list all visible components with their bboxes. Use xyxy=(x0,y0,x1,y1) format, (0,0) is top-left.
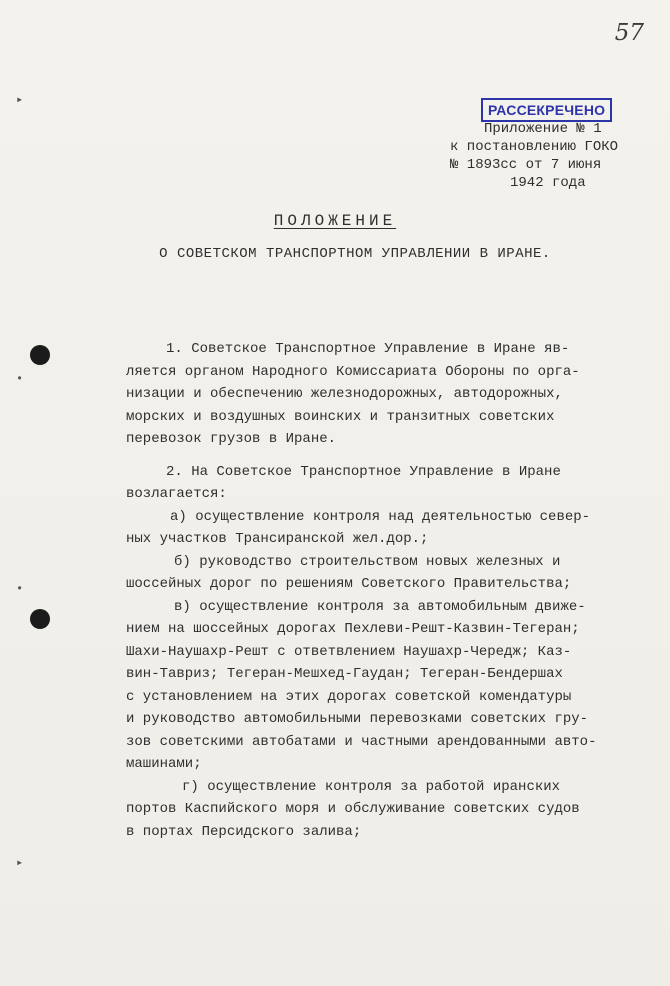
header-line: к постановлению ГОКО xyxy=(450,139,619,155)
text-line: ных участков Трансиранской жел.дор.; xyxy=(126,531,429,547)
margin-mark: • xyxy=(16,372,24,386)
text-line: 1. Советское Транспортное Управление в Иране яв- xyxy=(166,341,570,357)
text-line: в портах Персидского залива; xyxy=(126,823,362,840)
punch-hole-bottom xyxy=(30,609,50,629)
text-line: машинами; xyxy=(126,756,202,772)
text-line: г) осуществление контроля за работой иранских xyxy=(182,778,561,795)
appendix-header xyxy=(450,120,650,192)
margin-mark: • xyxy=(16,582,24,596)
header-line: № 1893сс от 7 июня xyxy=(450,157,602,173)
document-title: ПОЛОЖЕНИЕ xyxy=(273,212,397,230)
margin-mark: ▸ xyxy=(16,93,24,107)
text-line: вин-Тавриз; Тегеран-Мешхед-Гаудан; Тегеран-Бендершах xyxy=(126,666,563,682)
text-line: 2. На Советское Транспортное Управление в Иране xyxy=(166,463,561,480)
declassified-stamp: РАССЕКРЕЧЕНО xyxy=(481,98,612,122)
margin-mark: ▸ xyxy=(16,856,24,870)
text-line: шоссейных дорог по решениям Советского Правительства; xyxy=(126,576,572,592)
document-subtitle: О СОВЕТСКОМ ТРАНСПОРТНОМ УПРАВЛЕНИИ В ИРАНЕ. xyxy=(159,246,551,262)
header-line: Приложение № 1 xyxy=(484,121,602,137)
text-line: зов советскими автобатами и частными арендованными авто- xyxy=(126,733,597,750)
text-line: возлагается: xyxy=(126,486,227,502)
text-line: с установлением на этих дорогах советской комендатуры xyxy=(126,688,572,705)
text-line: в) осуществление контроля за автомобильным движе- xyxy=(174,598,586,615)
text-line: и руководство автомобильными перевозками советских гру- xyxy=(126,711,589,727)
punch-hole-top xyxy=(30,345,50,365)
text-line: портов Каспийского моря и обслуживание советских судов xyxy=(126,801,580,817)
text-line: ляется органом Народного Комиссариата Обороны по орга- xyxy=(126,363,580,380)
document-body xyxy=(126,338,646,843)
archive-page-number: 57 xyxy=(614,20,644,46)
text-line: низации и обеспечению железнодорожных, автодорожных, xyxy=(126,386,563,402)
text-line: морских и воздушных воинских и транзитных советских xyxy=(126,408,555,425)
text-line: а) осуществление контроля над деятельностью север- xyxy=(170,508,591,525)
text-line: перевозок грузов в Иране. xyxy=(126,431,337,447)
text-line: нием на шоссейных дорогах Пехлеви-Решт-Казвин-Тегеран; xyxy=(126,621,580,637)
text-line: б) руководство строительством новых железных и xyxy=(174,553,561,570)
text-line: Шахи-Наушахр-Решт с ответвлением Наушахр-Чередж; Каз- xyxy=(126,643,572,660)
header-line: 1942 года xyxy=(510,175,586,191)
